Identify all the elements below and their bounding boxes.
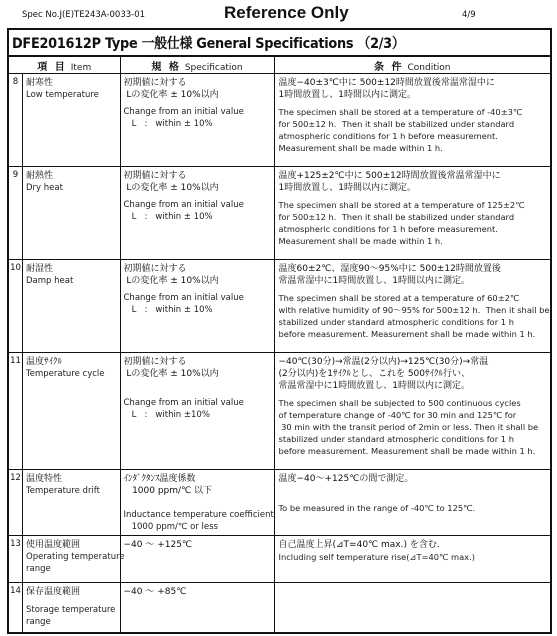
- condition-cell: [274, 74, 550, 167]
- title-bar: [9, 30, 550, 57]
- table-row: [9, 260, 550, 353]
- condition-text-en: The specimen shall be stored at a temperature of 60±2℃ with relative humidity of 90～95% for 500±12 h. Then it shall be stabilized under standard atmospheric conditions for 1 h before measurement. Measurement shall be made within 1 h.: [278, 293, 550, 339]
- item-name-en: Operating temperature range: [26, 552, 125, 574]
- spec-text-en: Change from an initial value L : within ± 10%: [123, 293, 244, 315]
- condition-cell: [274, 536, 550, 583]
- column-spec-en: Specification: [184, 63, 243, 73]
- spec-text-en: Change from an initial value L : within ±10%: [123, 398, 244, 420]
- spec-sheet: [7, 28, 552, 634]
- item-name-en: Low temperature: [26, 90, 99, 100]
- item-number: 10: [10, 263, 21, 273]
- condition-text-en: To be measured in the range of -40℃ to 125℃.: [278, 503, 476, 513]
- column-cond-jp: 条 件: [374, 62, 404, 73]
- table-row: [9, 470, 550, 536]
- item-name-en: Temperature drift: [26, 486, 100, 496]
- item-name-en: Storage temperature range: [26, 605, 116, 627]
- table-row: [9, 74, 550, 167]
- column-cond-en: Condition: [407, 63, 451, 73]
- spec-text-jp: 初期値に対する Lの変化率 ± 10%以内: [123, 171, 219, 193]
- item-cell: [9, 536, 125, 583]
- item-name-en: Temperature cycle: [26, 369, 105, 379]
- item-name-jp: 使用温度範囲: [26, 540, 81, 550]
- item-number: 13: [10, 539, 21, 549]
- condition-cell: [274, 583, 550, 635]
- condition-text-jp: 温度−40～+125℃の間で測定。: [278, 474, 414, 484]
- item-name-jp: 温度特性: [26, 474, 63, 484]
- spec-cell: [120, 74, 274, 167]
- spec-text-en: Change from an initial value L : within ± 10%: [123, 107, 244, 129]
- item-cell: [9, 583, 120, 635]
- spec-cell: [120, 470, 274, 536]
- condition-cell: [274, 470, 550, 536]
- item-cell: [9, 470, 120, 536]
- item-number: 9: [12, 170, 19, 180]
- condition-text-jp: 温度+125±2℃中に 500±12時間放置後常温常湿中に 1時間放置し、1時間以内に測定。: [278, 171, 501, 193]
- document-title: DFE201612P Type 一般仕様 General Specifications （2/3）: [12, 36, 405, 52]
- column-item-jp: 項 目: [37, 62, 67, 73]
- item-name-jp: 耐湿性: [26, 264, 54, 274]
- reference-only-label: Reference Only: [224, 3, 349, 22]
- page-number: 4/9: [462, 10, 476, 20]
- spec-text-jp: ｲﾝﾀﾞｸﾀﾝｽ温度係数 1000 ppm/℃ 以下: [123, 474, 213, 496]
- item-name-jp: 温度ｻｲｸﾙ: [26, 357, 63, 367]
- condition-cell: [274, 167, 550, 260]
- spec-text-jp: 初期値に対する Lの変化率 ± 10%以内: [123, 264, 219, 286]
- specification-table: [9, 57, 550, 634]
- condition-text-jp: −40℃(30分)→常温(2分以内)→125℃(30分)→常温 (2分以内)を1ｻｲｸﾙとし、これを 500ｻｲｸﾙ行い、 常温常湿中に1時間放置し、1時間以内に測定。: [278, 357, 489, 391]
- item-number: 12: [10, 473, 21, 483]
- spec-text-en: Change from an initial value L : within ± 10%: [123, 200, 244, 222]
- item-number: 8: [12, 77, 19, 87]
- column-header-condition: [274, 57, 550, 74]
- item-name-en: Damp heat: [26, 276, 74, 286]
- column-header-spec: [120, 57, 274, 74]
- condition-cell: [274, 353, 550, 470]
- spec-text-jp: 初期値に対する Lの変化率 ± 10%以内: [123, 78, 219, 100]
- spec-cell: [120, 353, 274, 470]
- item-cell: [9, 74, 120, 167]
- item-cell: [9, 353, 120, 470]
- condition-text-jp: 温度−40±3℃中に 500±12時間放置後常温常湿中に 1時間放置し、1時間以内に測定。: [278, 78, 495, 100]
- spec-number: Spec No.J(E)TE243A-0033-01: [22, 10, 146, 20]
- item-name-jp: 耐寒性: [26, 78, 54, 88]
- item-cell: [9, 167, 120, 260]
- condition-text-en: The specimen shall be subjected to 500 continuous cycles of temperature change of -40℃ for 30 min and 125℃ for 30 min with the transit period of 2min or less. Then it shall be stabilized under standard atmospheric conditions for 1 h before measurement. Measurement shall be made within 1 h.: [278, 398, 539, 456]
- spec-cell: [120, 536, 274, 583]
- spec-cell: [120, 260, 274, 353]
- spec-text-jp: 初期値に対する Lの変化率 ± 10%以内: [123, 357, 219, 379]
- item-number: 11: [10, 356, 21, 366]
- table-row: [9, 536, 550, 583]
- column-header-item: [9, 57, 120, 74]
- item-name-en: Dry heat: [26, 183, 63, 193]
- page-header: [0, 0, 557, 26]
- column-item-en: Item: [70, 63, 92, 73]
- table-row: [9, 353, 550, 470]
- spec-text-en: Inductance temperature coefficient 1000 ppm/℃ or less: [123, 510, 274, 532]
- spec-text-jp: −40 ～ +85℃: [123, 587, 187, 597]
- table-row: [9, 583, 550, 635]
- spec-text-jp: −40 ～ +125℃: [123, 540, 193, 550]
- condition-text-en: Including self temperature rise(⊿T=40℃ max.): [278, 552, 475, 562]
- condition-text-jp: 自己温度上昇(⊿T=40℃ max.) を含む.: [278, 540, 440, 550]
- condition-text-en: The specimen shall be stored at a temperature of -40±3℃ for 500±12 h. Then it shall be stabilized under standard atmospheric conditions for 1 h before measurement. Measurement shall be made within 1 h.: [278, 107, 523, 153]
- condition-cell: [274, 260, 550, 353]
- table-header-row: [9, 57, 550, 74]
- item-number: 14: [10, 586, 21, 596]
- item-name-jp: 保存温度範囲: [26, 587, 81, 597]
- condition-text-en: The specimen shall be stored at a temperature of 125±2℃ for 500±12 h. Then it shall be stabilized under standard atmospheric conditions for 1 h before measurement. Measurement shall be made within 1 h.: [278, 200, 525, 246]
- table-row: [9, 167, 550, 260]
- condition-text-jp: 温度60±2℃、湿度90～95%中に 500±12時間放置後 常温常湿中に1時間放置し、1時間以内に測定。: [278, 264, 501, 286]
- item-cell: [9, 260, 120, 353]
- column-spec-jp: 規 格: [151, 62, 181, 73]
- item-name-jp: 耐熱性: [26, 171, 54, 181]
- spec-cell: [120, 583, 274, 635]
- spec-cell: [120, 167, 274, 260]
